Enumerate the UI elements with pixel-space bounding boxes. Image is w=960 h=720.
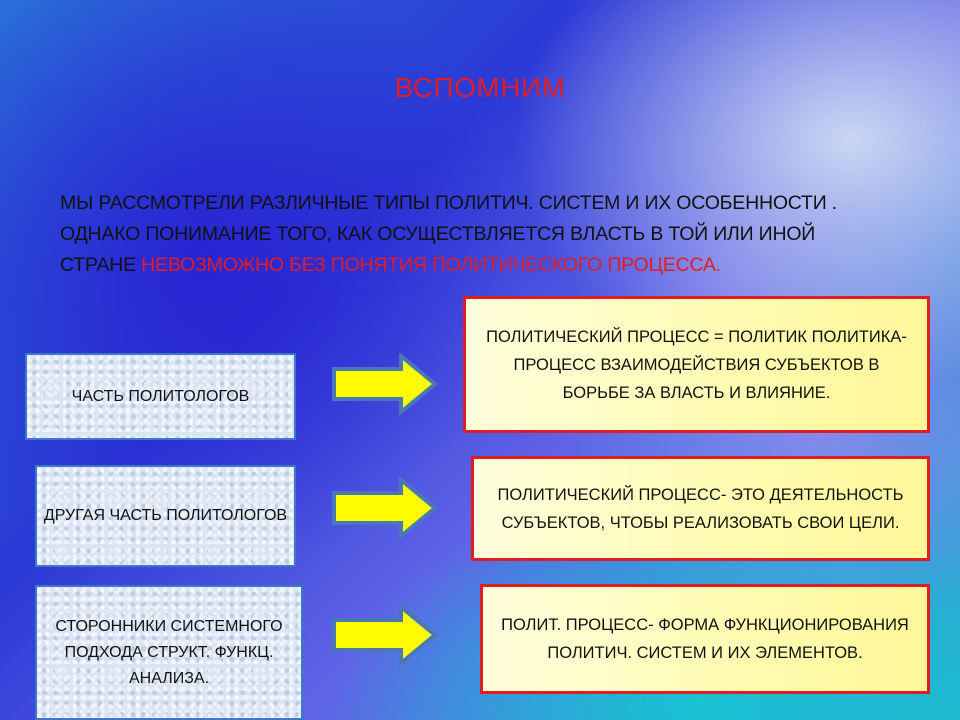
- viewpoint-box-2: [35, 465, 296, 567]
- definition-box-1: [463, 296, 930, 433]
- right-arrow-icon: [331, 604, 439, 666]
- right-arrow-icon: [331, 477, 439, 539]
- definition-text-2: ПОЛИТИЧЕСКИЙ ПРОЦЕСС- ЭТО ДЕЯТЕЛЬНОСТЬ СУБЪЕКТОВ, ЧТОБЫ РЕАЛИЗОВАТЬ СВОИ ЦЕЛИ.: [497, 485, 904, 532]
- definition-text-1: ПОЛИТИЧЕСКИЙ ПРОЦЕСС = ПОЛИТИК ПОЛИТИКА- ПРОЦЕСС ВЗАИМОДЕЙСТВИЯ СУБЪЕКТОВ В БОРЬБЕ ЗА ВЛАСТЬ И ВЛИЯНИЕ.: [486, 327, 907, 402]
- viewpoint-box-1: [25, 353, 296, 440]
- intro-highlight: НЕВОЗМОЖНО БЕЗ ПОНЯТИЯ ПОЛИТИЧЕСКОГО ПРОЦЕССА.: [141, 254, 721, 276]
- slide-title: ВСПОМНИМ: [394, 72, 566, 103]
- definition-text-3: ПОЛИТ. ПРОЦЕСС- ФОРМА ФУНКЦИОНИРОВАНИЯ ПОЛИТИЧ. СИСТЕМ И ИХ ЭЛЕМЕНТОВ.: [501, 616, 909, 662]
- viewpoint-label-2: ДРУГАЯ ЧАСТЬ ПОЛИТОЛОГОВ: [43, 507, 288, 524]
- definition-box-2: [471, 456, 930, 561]
- intro-text: МЫ РАССМОТРЕЛИ РАЗЛИЧНЫЕ ТИПЫ ПОЛИТИЧ. СИСТЕМ И ИХ ОСОБЕННОСТИ . ОДНАКО ПОНИМАНИЕ ТОГО, КАК ОСУЩЕСТВЛЯЕТСЯ ВЛАСТЬ В ТОЙ ИЛИ ИНОЙ СТРАНЕ: [60, 192, 838, 276]
- right-arrow-icon: [331, 353, 439, 415]
- intro-paragraph: [60, 188, 880, 281]
- viewpoint-label-1: ЧАСТЬ ПОЛИТОЛОГОВ: [71, 387, 250, 405]
- definition-box-3: [480, 584, 930, 694]
- viewpoint-box-3: [35, 585, 303, 720]
- viewpoint-label-3: СТОРОННИКИ СИСТЕМНОГО ПОДХОДА СТРУКТ. ФУНКЦ. АНАЛИЗА.: [55, 617, 283, 687]
